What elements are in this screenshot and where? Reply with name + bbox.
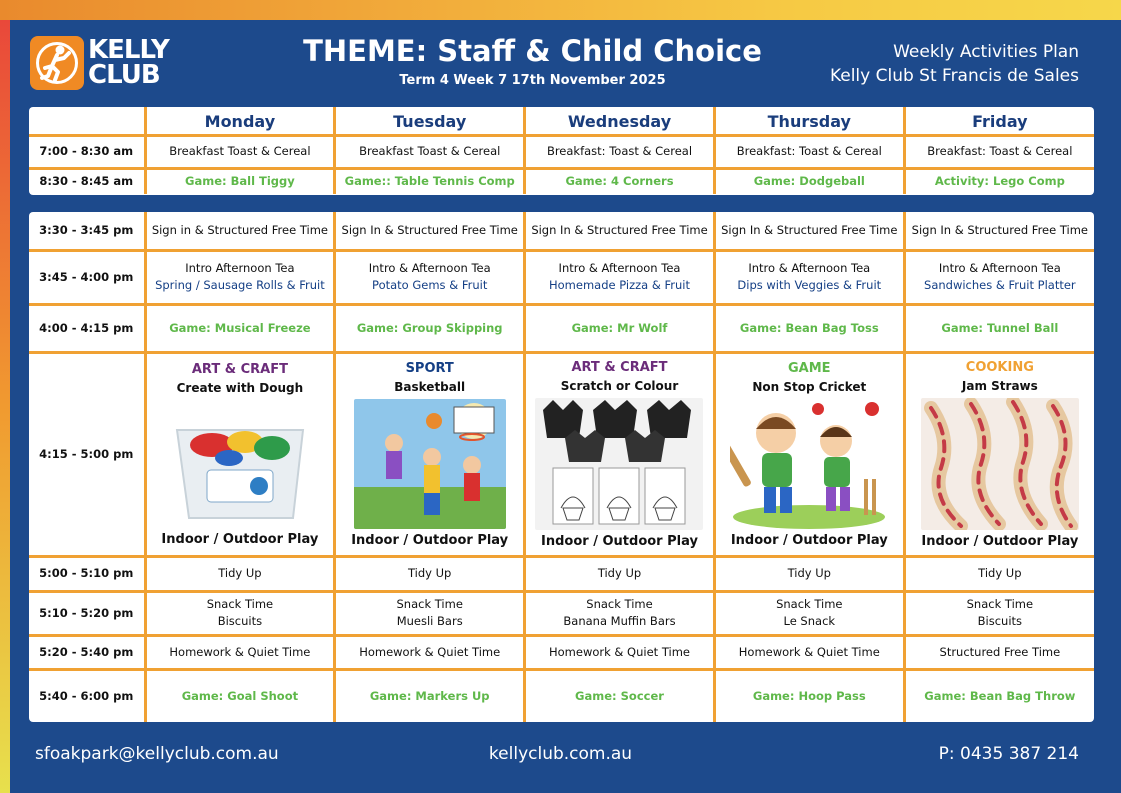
footer-email[interactable]: sfoakpark@kellyclub.com.au: [35, 744, 279, 764]
logo-line2: CLUB: [88, 60, 160, 90]
snack-cell: [335, 591, 525, 635]
schedule-cell: Sign In & Structured Free Time: [525, 212, 715, 250]
tea-intro: Intro & Afternoon Tea: [368, 261, 491, 275]
game-cell: Game: Goal Shoot: [145, 669, 335, 722]
table-row: [29, 669, 1094, 722]
play-location: Indoor / Outdoor Play: [921, 533, 1079, 549]
table-row: [29, 556, 1094, 591]
game-cell: Game:: Table Tennis Comp: [335, 168, 525, 194]
game-cell: Game: Bean Bag Throw: [904, 669, 1094, 722]
snack-food: Biscuits: [977, 614, 1023, 628]
table-row: [29, 304, 1094, 352]
game-cell: Game: Markers Up: [335, 669, 525, 722]
schedule-cell: Sign In & Structured Free Time: [904, 212, 1094, 250]
left-color-bar: [0, 20, 10, 793]
game-cell: Game: Bean Bag Toss: [714, 304, 904, 352]
table-row: [29, 250, 1094, 304]
activity-name: Basketball: [394, 379, 466, 394]
logo-line1: KELLY: [88, 35, 169, 65]
schedule-cell: Breakfast: Toast & Cereal: [904, 135, 1094, 168]
time-slot: 3:30 - 3:45 pm: [29, 212, 145, 250]
game-cell: Game: 4 Corners: [525, 168, 715, 194]
activity-category: SPORT: [405, 360, 454, 376]
time-slot: 4:15 - 5:00 pm: [29, 352, 145, 556]
cricket-kids-image: [730, 399, 888, 529]
game-cell: Game: Ball Tiggy: [145, 168, 335, 194]
tea-cell: [904, 250, 1094, 304]
schedule-cell: Tidy Up: [525, 556, 715, 591]
activity-name: Jam Straws: [961, 378, 1038, 393]
activity-name: Scratch or Colour: [560, 378, 679, 393]
footer-phone: P: 0435 387 214: [938, 744, 1079, 764]
time-slot: 3:45 - 4:00 pm: [29, 250, 145, 304]
table-row: [29, 591, 1094, 635]
game-cell: Game: Soccer: [525, 669, 715, 722]
activity-name: Create with Dough: [176, 380, 304, 395]
activity-category: ART & CRAFT: [571, 359, 668, 375]
snack-label: Snack Time: [966, 597, 1034, 611]
snack-label: Snack Time: [776, 597, 843, 611]
footer-website[interactable]: kellyclub.com.au: [488, 744, 633, 764]
snack-food: Biscuits: [217, 614, 263, 628]
tea-food: Spring / Sausage Rolls & Fruit: [155, 278, 325, 292]
activity-category: ART & CRAFT: [191, 361, 288, 377]
table-row: [29, 212, 1094, 250]
play-location: Indoor / Outdoor Play: [161, 531, 319, 547]
schedule-cell: Tidy Up: [335, 556, 525, 591]
tea-cell: [145, 250, 335, 304]
schedule-cell: Tidy Up: [145, 556, 335, 591]
snack-label: Snack Time: [586, 597, 653, 611]
snack-food: Banana Muffin Bars: [563, 614, 676, 628]
schedule-cell: Breakfast: Toast & Cereal: [525, 135, 715, 168]
game-cell: Game: Hoop Pass: [714, 669, 904, 722]
schedule-cell: Sign in & Structured Free Time: [145, 212, 335, 250]
schedule-cell: Sign In & Structured Free Time: [335, 212, 525, 250]
tea-food: Homemade Pizza & Fruit: [548, 278, 690, 292]
day-header-thursday: Thursday: [714, 107, 904, 135]
tea-cell: [714, 250, 904, 304]
tea-intro: Intro Afternoon Tea: [185, 261, 295, 275]
scratch-masks-image: [535, 398, 703, 530]
location-name: Kelly Club St Francis de Sales: [829, 66, 1079, 86]
snack-food: Le Snack: [783, 614, 836, 628]
afternoon-schedule: [29, 212, 1094, 722]
time-slot: 5:00 - 5:10 pm: [29, 556, 145, 591]
schedule-cell: Homework & Quiet Time: [525, 635, 715, 669]
page-subtitle: Term 4 Week 7 17th November 2025: [399, 73, 666, 88]
schedule-cell: Tidy Up: [714, 556, 904, 591]
game-cell: Game: Tunnel Ball: [904, 304, 1094, 352]
tea-intro: Intro & Afternoon Tea: [938, 261, 1061, 275]
play-location: Indoor / Outdoor Play: [730, 532, 888, 548]
plan-title: Weekly Activities Plan: [893, 42, 1079, 62]
running-child-icon: [30, 36, 84, 90]
top-color-bar: [0, 0, 1121, 20]
tea-intro: Intro & Afternoon Tea: [558, 261, 681, 275]
day-header-monday: Monday: [145, 107, 335, 135]
game-cell: Game: Mr Wolf: [525, 304, 715, 352]
snack-cell: [714, 591, 904, 635]
game-cell: Game: Dodgeball: [714, 168, 904, 194]
table-row: [29, 135, 1094, 168]
time-slot: 4:00 - 4:15 pm: [29, 304, 145, 352]
schedule-cell: Structured Free Time: [904, 635, 1094, 669]
tea-food: Sandwiches & Fruit Platter: [924, 278, 1076, 292]
tea-food: Dips with Veggies & Fruit: [737, 278, 882, 292]
plan-info: [830, 40, 1079, 88]
snack-cell: [904, 591, 1094, 635]
page-title: THEME: Staff & Child Choice: [303, 34, 762, 68]
game-cell: Game: Musical Freeze: [145, 304, 335, 352]
schedule-cell: Homework & Quiet Time: [335, 635, 525, 669]
snack-label: Snack Time: [206, 597, 274, 611]
tea-cell: [335, 250, 525, 304]
snack-cell: [525, 591, 715, 635]
snack-food: Muesli Bars: [396, 614, 463, 628]
day-header-tuesday: Tuesday: [335, 107, 525, 135]
day-header-friday: Friday: [904, 107, 1094, 135]
jam-straws-image: [921, 398, 1079, 530]
kelly-club-logo: [30, 36, 169, 90]
play-location: Indoor / Outdoor Play: [541, 533, 698, 549]
activity-category: GAME: [788, 360, 831, 376]
tea-food: Potato Gems & Fruit: [372, 278, 488, 292]
snack-cell: [145, 591, 335, 635]
activity-name: Non Stop Cricket: [752, 379, 867, 394]
tea-cell: [525, 250, 715, 304]
morning-schedule: [29, 107, 1094, 195]
time-slot: 8:30 - 8:45 am: [39, 174, 134, 189]
activity-cell: [525, 352, 715, 556]
activity-category: COOKING: [965, 359, 1034, 375]
table-row: [29, 352, 1094, 556]
table-row: [29, 635, 1094, 669]
basketball-kids-image: [354, 399, 506, 529]
activity-cell: [145, 352, 335, 556]
activity-cell: [335, 352, 525, 556]
tea-intro: Intro & Afternoon Tea: [748, 261, 871, 275]
schedule-cell: Breakfast Toast & Cereal: [335, 135, 525, 168]
schedule-cell: Breakfast: Toast & Cereal: [714, 135, 904, 168]
time-slot: 5:10 - 5:20 pm: [29, 591, 145, 635]
time-slot: 5:40 - 6:00 pm: [39, 688, 134, 703]
dough-tub-image: [167, 400, 313, 528]
activity-cell: [904, 352, 1094, 556]
schedule-cell: Tidy Up: [904, 556, 1094, 591]
game-cell: Activity: Lego Comp: [904, 168, 1094, 194]
snack-label: Snack Time: [396, 597, 463, 611]
table-row: [29, 168, 1094, 194]
activity-cell: [714, 352, 904, 556]
corner-cell: [29, 107, 145, 135]
time-slot: 7:00 - 8:30 am: [29, 135, 145, 168]
schedule-cell: Homework & Quiet Time: [714, 635, 904, 669]
game-cell: Game: Group Skipping: [335, 304, 525, 352]
day-header-wednesday: Wednesday: [525, 107, 715, 135]
play-location: Indoor / Outdoor Play: [351, 532, 509, 548]
schedule-cell: Breakfast Toast & Cereal: [145, 135, 335, 168]
time-slot: 5:20 - 5:40 pm: [29, 635, 145, 669]
schedule-cell: Homework & Quiet Time: [145, 635, 335, 669]
schedule-cell: Sign In & Structured Free Time: [714, 212, 904, 250]
